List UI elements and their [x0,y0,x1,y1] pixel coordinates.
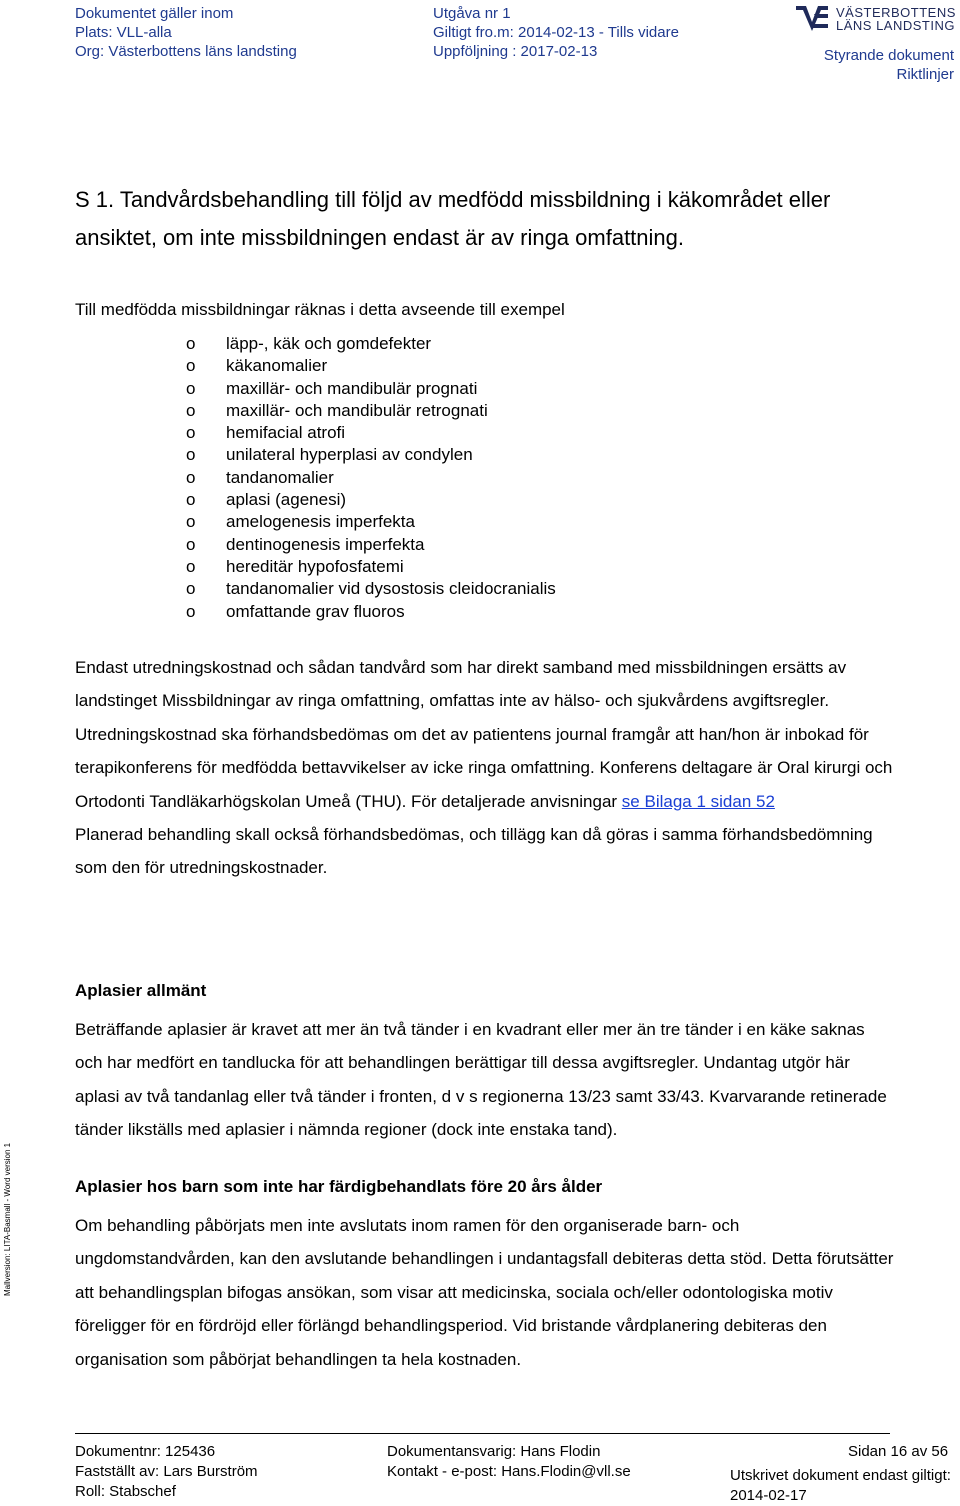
footer-contact: Kontakt - e-post: Hans.Flodin@vll.se [387,1463,631,1480]
footer-page: Sidan 16 av 56 [848,1443,949,1460]
list-item-text: unilateral hyperplasi av condylen [226,445,473,465]
doc-subtype: Riktlinjer [896,66,954,83]
list-item-text: läpp-, käk och gomdefekter [226,334,432,353]
bullet-marker: o [186,423,196,443]
doc-type: Styrande dokument [823,47,954,64]
paragraph-aplasier-barn: Om behandling påbörjats men inte avslutats inom ramen för den organiserade barn- och ungdomstandvården, kan den avslutande behandlingen i undantagsfall debiteras detta stöd. Detta förutsätter att behandlingsplan bifogas ansökan, som visar att medicinska, sociala och/eller odontologiska motiv föreligger för en fördröjd eller förlängd behandlingsperiod. Vid bristande vårdplanering debiteras den organisation som påbörjat behandlingen ta hela kostnaden. [75,1216,894,1369]
list-item [186,400,556,422]
list-item [186,422,556,444]
list-item-text: omfattande grav fluoros [226,601,405,621]
organization-logo [796,4,956,34]
paragraph-aplasier: Beträffande aplasier är kravet att mer än två tänder i en kvadrant eller mer än tre tänder i en käke saknas och har medfört en tandlucka för att behandlingen berättigar till dessa avgiftsregler. Undantag utgör här aplasi av två tandanlag eller två tänder i fronten, d v s regionerna 13/23 samt 33/43. Kvarvarande retinerade tänder likställs med aplasier i nämnda regioner (dock inte enstaka tand). [75,1020,887,1140]
footer-printed-label: Utskrivet dokument endast giltigt: [730,1467,951,1484]
list-item [186,489,556,511]
footer-printed-date: 2014-02-17 [730,1487,807,1504]
footer-middle [387,1442,631,1482]
bullet-marker: o [186,400,196,420]
list-item-text: käkanomalier [226,356,328,376]
header-scope: Dokumentet gäller inom [75,5,234,22]
section-title: S 1. Tandvårdsbehandling till följd av medfödd missbildning i käkområdet eller ansiktet, om inte missbildningen endast är av ringa omfattning. [75,187,831,250]
paragraph-assessment [75,718,895,818]
bullet-marker: o [186,534,196,554]
footer-responsible: Dokumentansvarig: Hans Flodin [387,1443,601,1460]
appendix-link[interactable]: se Bilaga 1 sidan 52 [621,791,775,811]
paragraph-planned: Planerad behandling skall också förhandsbedömas, och tillägg kan då göras i samma förhandsbedömning som den för utredningskostnader. [75,825,873,878]
header-org: Org: Västerbottens läns landsting [75,43,297,60]
list-item-text: hereditär hypofosfatemi [226,556,404,576]
list-item-text: amelogenesis imperfekta [226,512,415,532]
list-item [186,601,556,623]
list-intro: Till medfödda missbildningar räknas i detta avseende till exempel [75,300,565,319]
logo-mark-icon [796,4,828,32]
header-valid: Giltigt fro.m: 2014-02-13 - Tills vidare [433,24,679,41]
bullet-marker: o [186,467,196,487]
bullet-marker: o [186,601,196,621]
footer-left [75,1442,258,1502]
footer-doc-nr: Dokumentnr: 125436 [75,1443,216,1460]
malformation-list [186,333,556,623]
paragraph-assessment-text: Utredningskostnad ska förhandsbedömas om det av patientens journal framgår att han/hon är inbokad för terapikonferens för medfödda bettavvikelser av icke ringa omfattning. Konferens deltagare är Oral kirurgi och Ortodonti Tandläkarhögskolan Umeå (THU). För detaljerade anvisningar [75,724,893,811]
list-item-text: tandanomalier [226,467,334,487]
list-item [186,378,556,400]
bullet-marker: o [186,445,196,465]
list-item-text: maxillär- och mandibulär prognati [226,378,478,398]
list-item [186,444,556,466]
heading-aplasier-barn: Aplasier hos barn som inte har färdigbehandlats före 20 års ålder [75,1177,603,1196]
list-item [186,355,556,377]
list-item [186,333,556,355]
list-item [186,467,556,489]
template-version-note: Mallversion: LITA-Basmall - Word version 1 [3,1142,12,1296]
bullet-marker: o [186,490,196,510]
bullet-marker: o [186,512,196,532]
bullet-marker: o [186,378,196,398]
list-item-text: tandanomalier vid dysostosis cleidocranialis [226,579,556,599]
list-item-text: dentinogenesis imperfekta [226,534,425,554]
logo-line1: VÄSTERBOTTENS [836,5,956,20]
doc-classification [824,46,954,84]
bullet-marker: o [186,356,196,376]
footer-divider [75,1433,890,1434]
bullet-marker: o [186,579,196,599]
list-item [186,511,556,533]
header-edition: Utgåva nr 1 [433,5,511,22]
footer-role: Roll: Stabschef [75,1483,176,1500]
list-item [186,578,556,600]
paragraph-cost: Endast utredningskostnad och sådan tandvård som har direkt samband med missbildningen ersätts av landstinget Missbildningar av ringa omfattning, omfattas inte av hälso- och sjukvårdens avgiftsregler. [75,658,847,711]
header-place: Plats: VLL-alla [75,24,172,41]
body-paragraphs [75,651,895,885]
footer-approved: Fastställt av: Lars Burström [75,1463,258,1480]
header-followup: Uppföljning : 2017-02-13 [433,43,598,60]
list-item [186,534,556,556]
header-middle [433,4,679,61]
bullet-marker: o [186,334,196,353]
list-item-text: aplasi (agenesi) [226,490,347,510]
list-item [186,556,556,578]
list-item-text: hemifacial atrofi [226,423,346,443]
logo-line2: LÄNS LANDSTING [836,18,955,33]
bullet-marker: o [186,556,196,576]
header-left [75,4,297,61]
heading-aplasier-allmant: Aplasier allmänt [75,981,207,1000]
list-item-text: maxillär- och mandibulär retrognati [226,400,488,420]
